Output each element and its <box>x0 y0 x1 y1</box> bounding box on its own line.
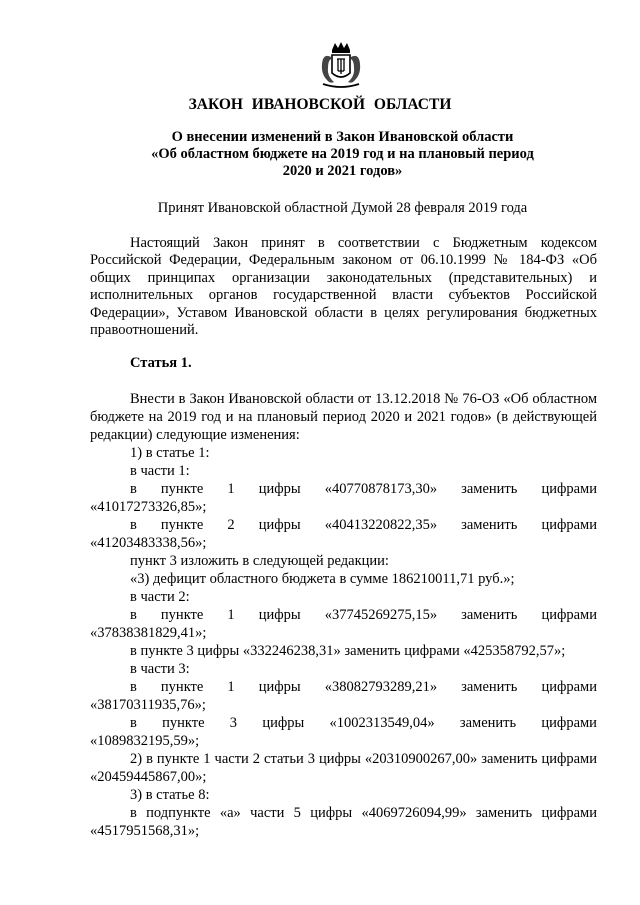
word: цифры <box>258 481 301 497</box>
word: в <box>130 481 137 497</box>
subtitle-line: 2020 и 2021 годов» <box>282 163 403 179</box>
word: цифры <box>262 715 305 731</box>
point-line <box>130 714 597 732</box>
subtitle-line: «Об областном бюджете на 2019 год и на плановый период <box>151 146 534 162</box>
article-body <box>90 390 597 840</box>
part-2-heading: в части 2: <box>130 589 190 605</box>
point-line <box>130 678 597 696</box>
word: заменить <box>459 715 517 731</box>
word: 1 <box>227 481 235 497</box>
word: пункте <box>160 517 204 533</box>
word: пункте <box>160 607 204 623</box>
word: 1 <box>227 679 235 695</box>
word: 3 <box>229 715 238 731</box>
subtitle-line: О внесении изменений в Закон Ивановской области <box>171 129 514 145</box>
word: в <box>130 517 137 533</box>
word: пункте <box>160 481 204 497</box>
word: заменить <box>461 607 518 623</box>
article-intro: Внести в Закон Ивановской области от 13.12.2018 № 76-ОЗ «Об областном бюджете на 2019 год и на плановый период 2020 и 2021 годов» (в действующей редакции) следующие изменения: <box>90 391 597 443</box>
new-value: «37838381829,41»; <box>90 625 207 641</box>
word: 2 <box>227 517 235 533</box>
coat-of-arms-emblem <box>318 40 364 90</box>
word: в <box>130 715 137 731</box>
word: цифры <box>258 517 301 533</box>
new-value: «1089832195,59»; <box>90 733 200 749</box>
word: в <box>130 679 137 695</box>
preamble <box>90 235 597 339</box>
old-value: «40770878173,30» <box>324 481 438 497</box>
word: цифры <box>258 607 301 623</box>
point-3-change: в пункте 3 цифры «332246238,31» заменить цифрами «425358792,57»; <box>130 643 566 659</box>
point-line <box>130 516 597 534</box>
preamble-text: Настоящий Закон принят в соответствии с Бюджетным кодексом Российской Федерации, Федеральным законом от 06.10.1999 № 184-ФЗ «Об общих принципах организации законодательных (представительных) и исполнительных органов государственной власти субъектов Российской Федерации», Уставом Ивановской области в целях регулирования бюджетных правоотношений. <box>90 235 597 339</box>
article-heading: Статья 1. <box>130 355 192 371</box>
word: цифрами <box>541 517 597 533</box>
word: пункте <box>162 715 205 731</box>
change-item-2: 2) в пункте 1 части 2 статьи 3 цифры «20310900267,00» заменить цифрами «20459445867,00»; <box>90 751 597 785</box>
law-subtitle <box>90 129 595 180</box>
part-1-heading: в части 1: <box>130 463 190 479</box>
point-line <box>130 480 597 498</box>
word: в <box>130 607 137 623</box>
old-value: «37745269275,15» <box>324 607 438 623</box>
old-value: «40413220822,35» <box>324 517 438 533</box>
point-3-intro: пункт 3 изложить в следующей редакции: <box>130 553 389 569</box>
word: заменить <box>461 679 518 695</box>
point-line <box>130 606 597 624</box>
word: цифрами <box>541 679 597 695</box>
part-3-heading: в части 3: <box>130 661 190 677</box>
old-value: «1002313549,04» <box>329 715 435 731</box>
adoption-line: Принят Ивановской областной Думой 28 февраля 2019 года <box>157 200 528 216</box>
word: заменить <box>461 481 518 497</box>
word: цифрами <box>541 715 597 731</box>
old-value: «38082793289,21» <box>324 679 438 695</box>
change-item-3-sub: в подпункте «а» части 5 цифры «4069726094,99» заменить цифрами «4517951568,31»; <box>90 805 597 839</box>
word: цифрами <box>541 481 597 497</box>
change-item-1: 1) в статье 1: <box>130 445 210 461</box>
new-value: «41203483338,56»; <box>90 535 207 551</box>
change-item-3: 3) в статье 8: <box>130 787 210 803</box>
word: заменить <box>461 517 518 533</box>
word: 1 <box>227 607 235 623</box>
new-value: «41017273326,85»; <box>90 499 207 515</box>
word: цифрами <box>541 607 597 623</box>
new-value: «38170311935,76»; <box>90 697 206 713</box>
point-3-text: «3) дефицит областного бюджета в сумме 186210011,71 руб.»; <box>130 571 515 587</box>
document-title: ЗАКОН ИВАНОВСКОЙ ОБЛАСТИ <box>188 96 452 113</box>
word: пункте <box>160 679 204 695</box>
word: цифры <box>258 679 301 695</box>
